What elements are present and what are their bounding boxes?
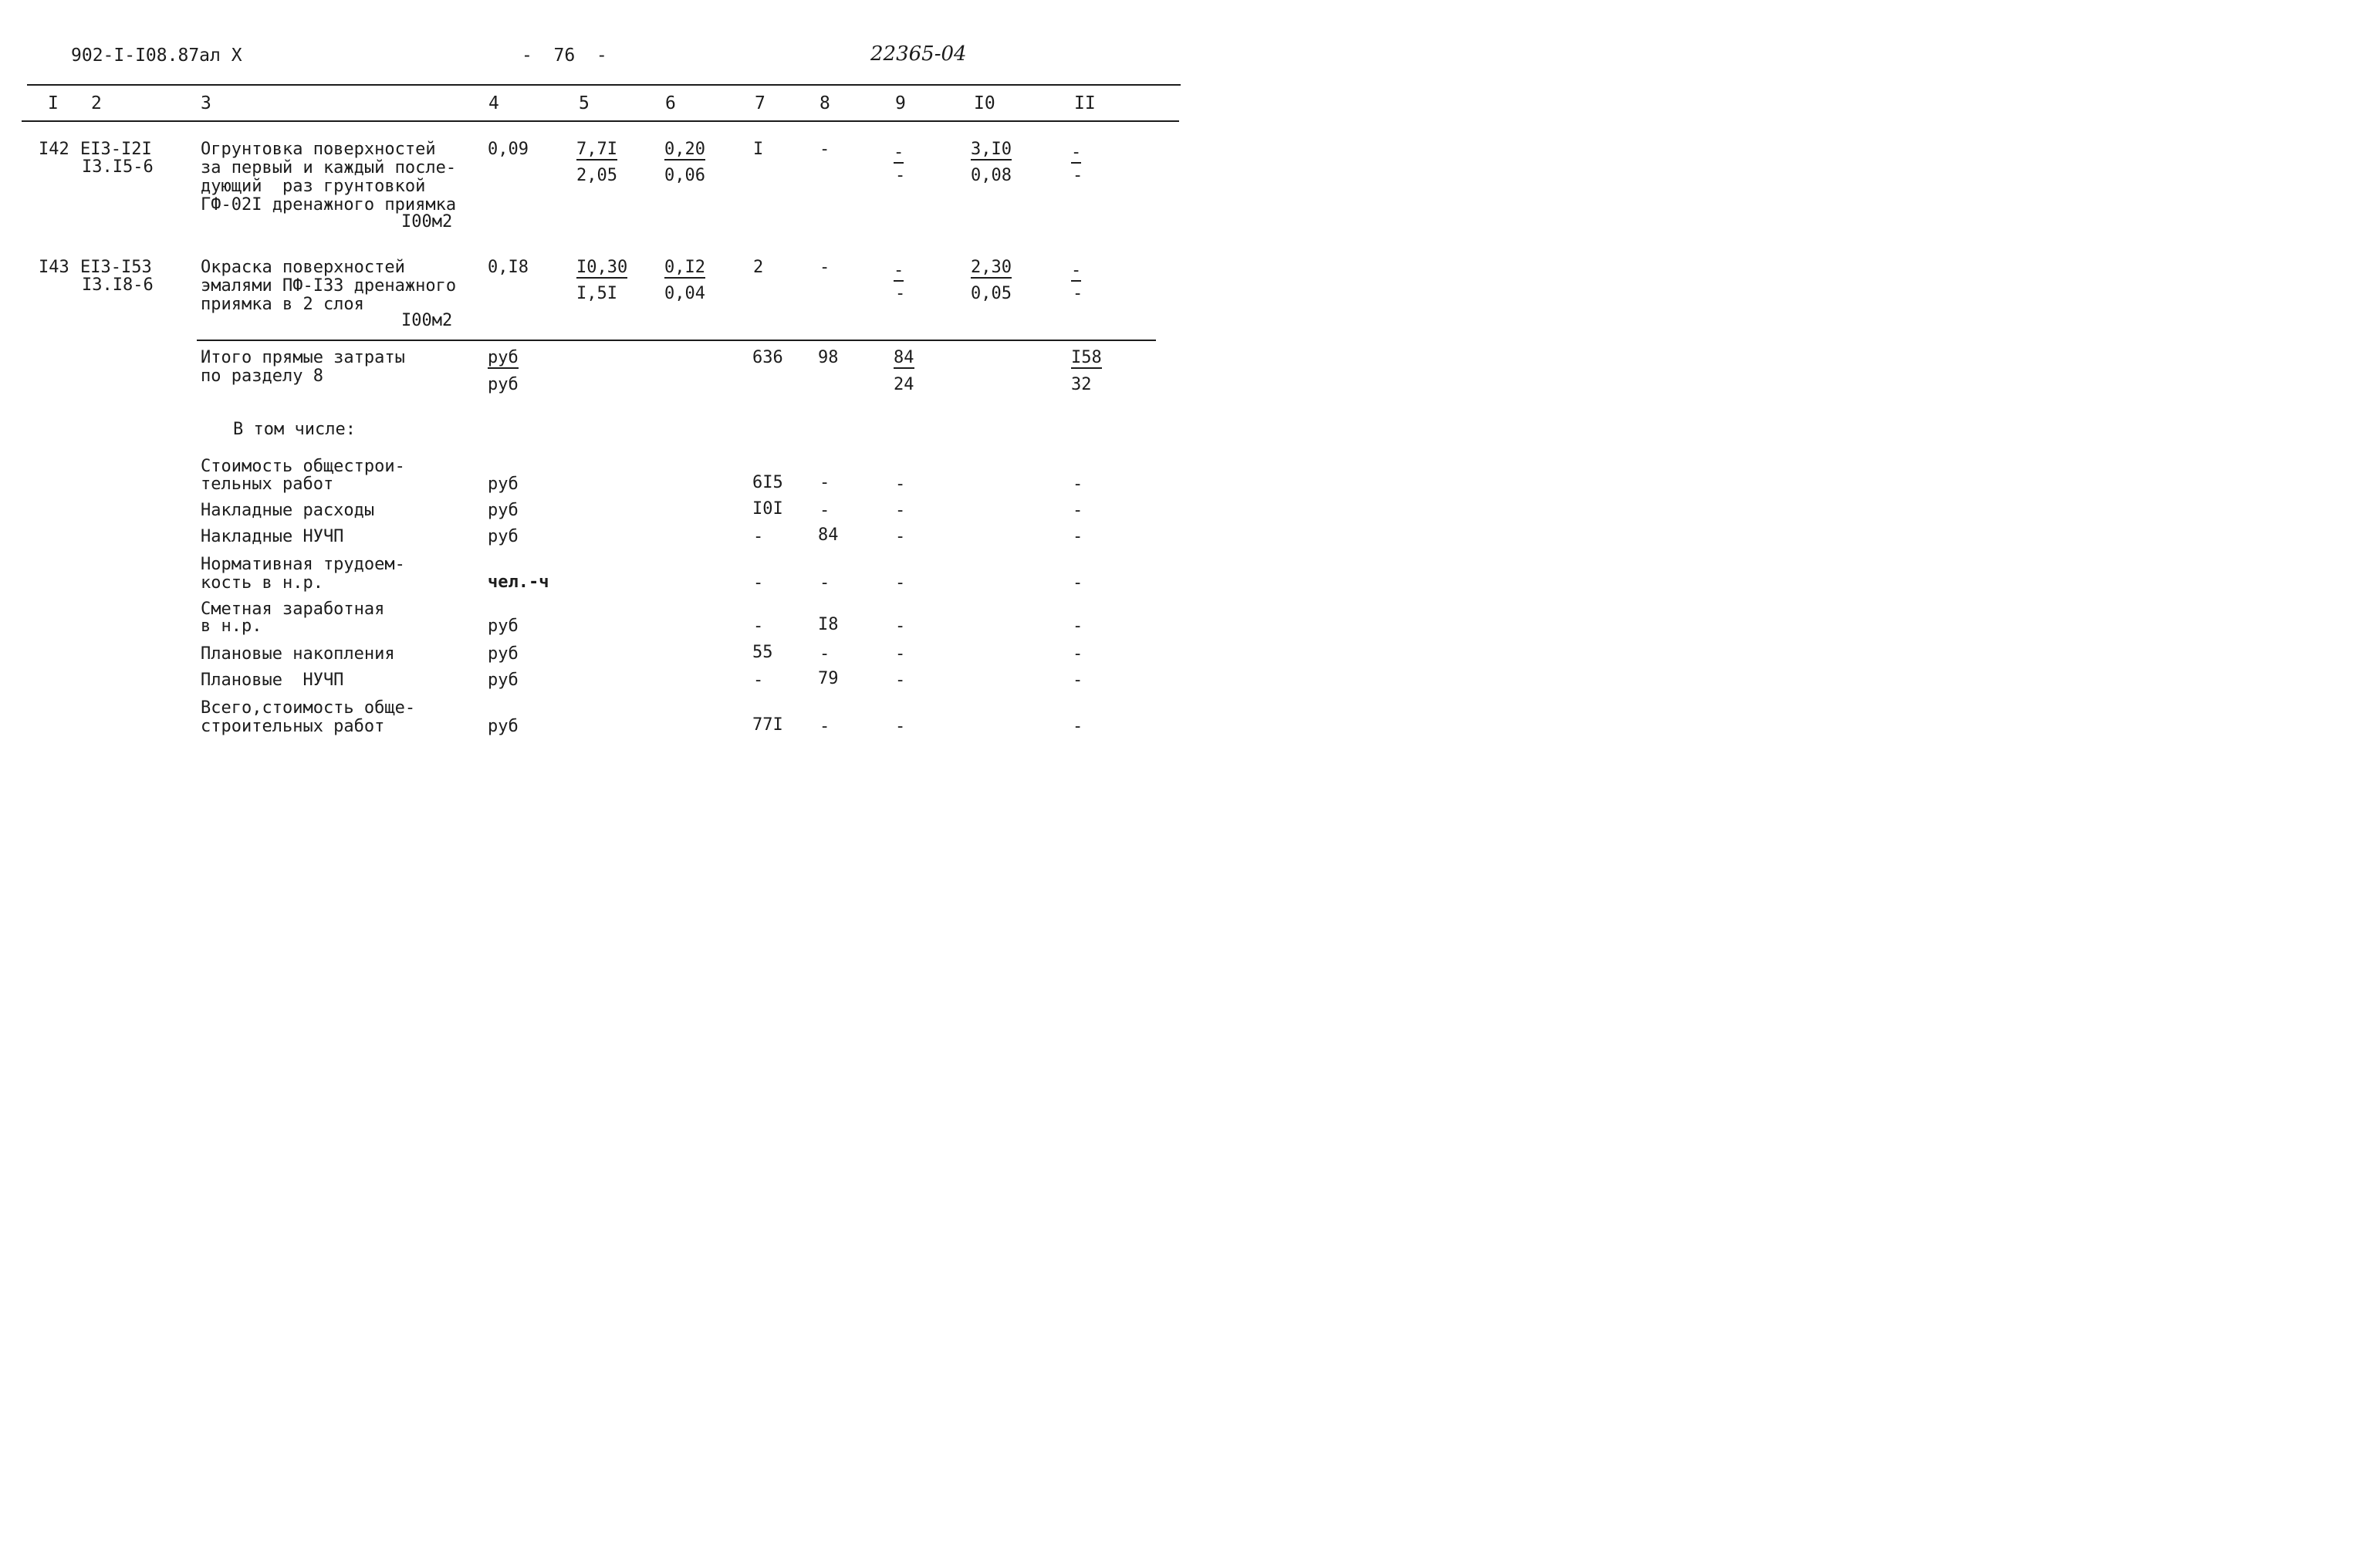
breakdown-label: Всего,стоимость обще- [201,698,416,718]
breakdown-label: Сметная заработная [201,600,385,619]
breakdown-unit: руб [488,717,519,736]
page-number: - 76 - [522,46,607,66]
breakdown-unit: руб [488,475,519,494]
breakdown-col7: I0I [752,499,783,519]
col-header-3: 3 [201,93,211,113]
breakdown-col11: - [1073,573,1083,593]
norm-code: EI3-I53 [80,258,152,277]
breakdown-col7: - [753,527,764,546]
col-header-9: 9 [895,93,906,113]
col11-bottom: - [1073,284,1083,303]
col11-top: - [1071,261,1082,280]
total-label: Итого прямые затраты [201,348,405,367]
breakdown-label: строительных работ [201,717,385,736]
breakdown-col9: - [895,717,906,736]
breakdown-col11: - [1073,717,1083,736]
col-header-5: 5 [579,93,590,113]
cost-top: 0,I2 [664,258,705,277]
price-top: I0,30 [576,258,628,277]
breakdown-col9: - [895,644,906,664]
col-header-6: 6 [665,93,676,113]
col8-value: - [820,258,830,277]
breakdown-col8: - [820,644,830,664]
description-line: Огрунтовка поверхностей [201,140,436,159]
breakdown-col7: - [753,573,764,593]
breakdown-col7: 77I [752,715,783,735]
row-number: I43 [39,258,69,277]
breakdown-label: Нормативная трудоем- [201,555,405,574]
breakdown-col7: - [753,671,764,690]
col-header-11: II [1074,93,1096,113]
unit-of-measure: I00м2 [401,311,453,330]
col8-value: - [820,140,830,159]
cost-top: 0,20 [664,140,705,159]
price-top: 7,7I [576,140,617,159]
breakdown-label: кость в н.р. [201,573,323,593]
breakdown-col11: - [1073,617,1083,636]
col11-bottom: - [1073,166,1083,185]
breakdown-col8: - [820,501,830,520]
breakdown-col9: - [895,573,906,593]
breakdown-unit: руб [488,617,519,636]
breakdown-col8: 79 [818,669,839,688]
description-line: эмалями ПФ-I33 дренажного [201,276,457,296]
total-col9-top: 84 [894,348,914,367]
total-unit-bottom: руб [488,375,519,394]
breakdown-unit: руб [488,527,519,546]
breakdown-unit: руб [488,501,519,520]
description-line: ГФ-02I дренажного приямка [201,195,457,215]
breakdown-col7: 6I5 [752,473,783,492]
top-rule [27,84,1181,86]
total-label: по разделу 8 [201,367,323,386]
col-header-10: I0 [974,93,995,113]
archive-number: 22365-04 [870,42,967,66]
col9-bottom: - [895,166,906,185]
breakdown-col8: - [820,717,830,736]
total-col11-bottom: 32 [1071,375,1092,394]
total-col7: 636 [752,348,783,367]
col-header-4: 4 [488,93,499,113]
col-header-1: I [48,93,59,113]
breakdown-label: в н.р. [201,617,262,636]
total-rule [197,340,1156,341]
breakdown-col11: - [1073,527,1083,546]
col10-bottom: 0,05 [971,284,1012,303]
breakdown-col9: - [895,617,906,636]
including-heading: В том числе: [233,420,356,439]
col11-top: - [1071,143,1082,162]
norm-code: EI3-I2I [80,140,152,159]
total-col8: 98 [818,348,839,367]
price-bottom: 2,05 [576,166,617,185]
breakdown-label: Плановые НУЧП [201,671,344,690]
col10-top: 3,I0 [971,140,1012,159]
norm-subcode: I3.I8-6 [82,275,154,295]
breakdown-col8: - [820,573,830,593]
breakdown-label: Плановые накопления [201,644,395,664]
breakdown-unit: руб [488,671,519,690]
cost-bottom: 0,06 [664,166,705,185]
header-rule [22,120,1179,122]
col9-top: - [894,261,904,280]
breakdown-label: Накладные НУЧП [201,527,344,546]
breakdown-label: Стоимость общестрои- [201,457,405,476]
row-number: I42 [39,140,69,159]
breakdown-unit: руб [488,644,519,664]
breakdown-label: Накладные расходы [201,501,375,520]
breakdown-col7: - [753,617,764,636]
breakdown-col8: I8 [818,615,839,634]
norm-subcode: I3.I5-6 [82,157,154,177]
description-line: Окраска поверхностей [201,258,405,277]
description-line: за первый и каждый после- [201,158,457,177]
breakdown-col9: - [895,501,906,520]
breakdown-col8: 84 [818,525,839,545]
breakdown-col7: 55 [752,643,773,662]
breakdown-col9: - [895,475,906,494]
description-line: дующий раз грунтовкой [201,177,426,196]
col10-top: 2,30 [971,258,1012,277]
col7-value: 2 [753,258,764,277]
breakdown-col9: - [895,671,906,690]
breakdown-col9: - [895,527,906,546]
col9-bottom: - [895,284,906,303]
total-col11-top: I58 [1071,348,1102,367]
document-code: 902-I-I08.87ал X [71,46,242,66]
breakdown-col11: - [1073,501,1083,520]
breakdown-unit: чел.-ч [488,573,549,592]
description-line: приямка в 2 слоя [201,295,364,314]
breakdown-col11: - [1073,475,1083,494]
breakdown-col11: - [1073,671,1083,690]
total-unit-top: руб [488,348,519,367]
breakdown-col11: - [1073,644,1083,664]
price-bottom: I,5I [576,284,617,303]
col-header-8: 8 [820,93,830,113]
cost-bottom: 0,04 [664,284,705,303]
col9-top: - [894,143,904,162]
breakdown-col8: - [820,473,830,492]
col-header-2: 2 [91,93,102,113]
breakdown-label: тельных работ [201,475,334,494]
col-header-7: 7 [755,93,765,113]
quantity: 0,09 [488,140,529,159]
total-col9-bottom: 24 [894,375,914,394]
quantity: 0,I8 [488,258,529,277]
col10-bottom: 0,08 [971,166,1012,185]
col7-value: I [753,140,764,159]
unit-of-measure: I00м2 [401,212,453,231]
